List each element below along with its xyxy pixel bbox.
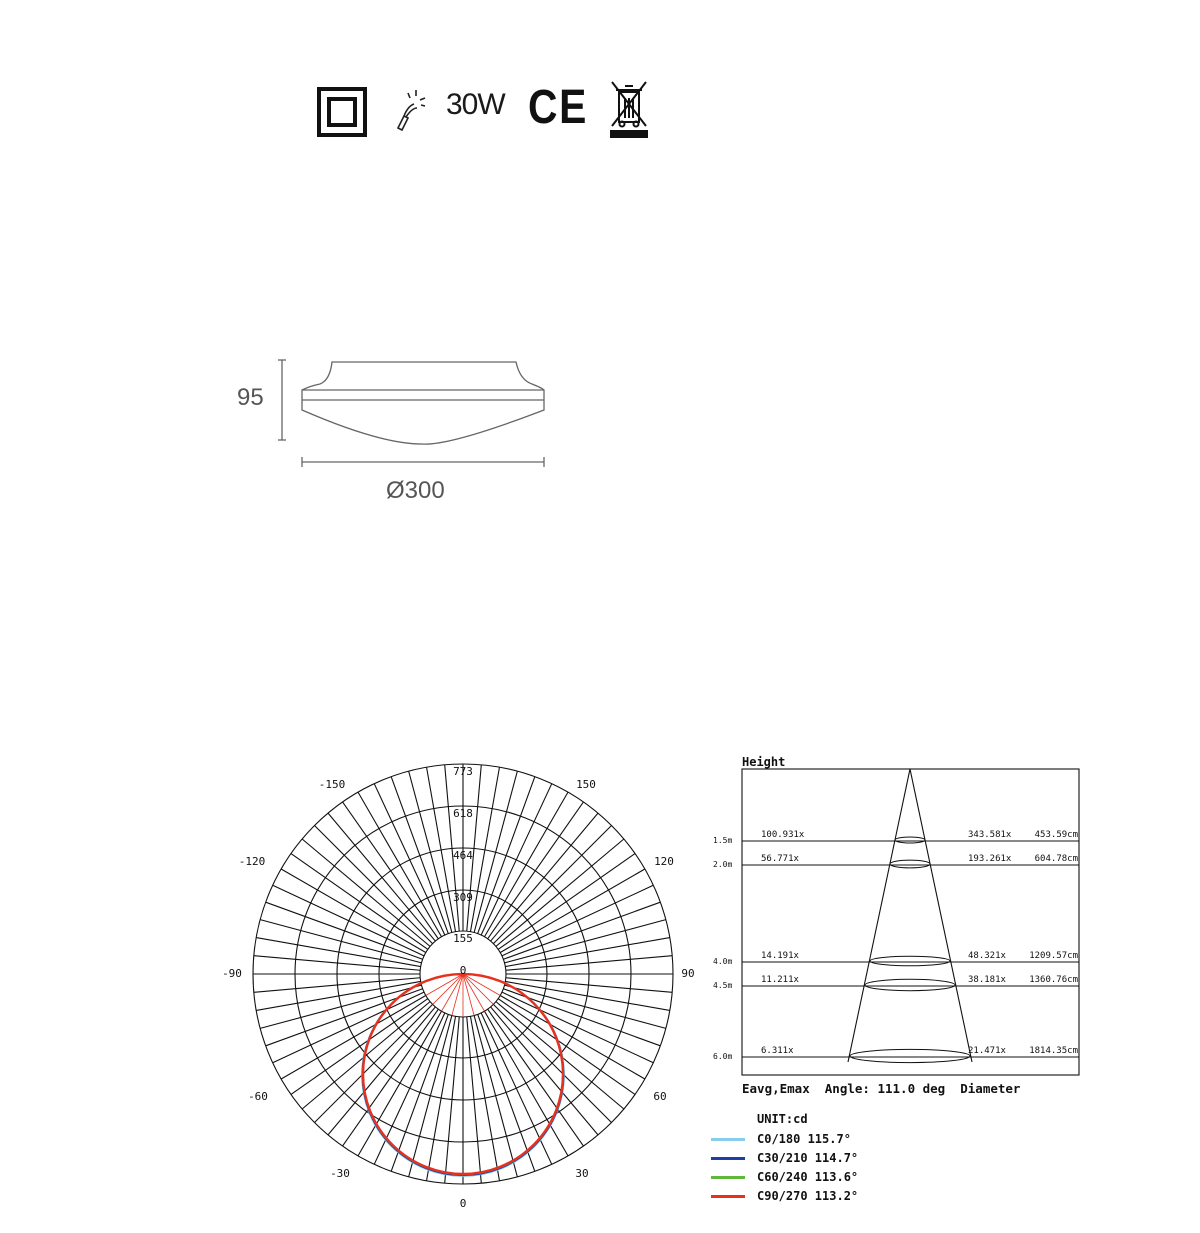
polar-spoke [256,981,420,1010]
polar-spoke [273,885,424,956]
eavg-value: 11.211x [761,975,799,985]
polar-spoke [502,885,653,956]
beam-ellipse [865,979,955,990]
curve-center-ray [463,974,474,1016]
polar-spoke [474,1016,517,1177]
polar-spoke [409,1016,452,1177]
cone-rows [713,830,1079,1063]
legend-item [711,1170,961,1184]
polar-spoke [427,767,456,931]
legend-label: C0/180 115.7° [757,1132,851,1146]
angle-label-lower-left: -60 [248,1090,268,1103]
emax-value: 48.321x [968,951,1006,961]
height-label: 1.5m [713,836,733,845]
cone-frame [742,769,1079,1075]
polar-labels [222,765,695,1210]
angle-label-upper-left: -120 [238,855,266,868]
polar-spoke [505,981,669,1010]
eavg-value: 56.771x [761,854,799,864]
diameter-value: 453.59cm [1034,830,1078,840]
legend-swatch [711,1138,745,1141]
lamp-icon [390,88,426,132]
legend-label: C60/240 113.6° [757,1170,859,1184]
height-label: 4.0m [713,957,733,966]
polar-spoke [505,985,666,1028]
angle-label-lower-right: 60 [653,1090,667,1103]
polar-spoke [481,784,552,935]
angle-label-bottom: 0 [459,1197,467,1210]
legend-unit: UNIT:cd [757,1112,808,1126]
polar-spoke [256,938,420,967]
beam-ellipse [890,860,930,868]
angle-label-bottom-left: -30 [330,1167,350,1180]
polar-spoke [374,1013,445,1164]
fixture-side-drawing [270,350,560,480]
legend-swatch [711,1195,745,1198]
legend-swatch [711,1157,745,1160]
diameter-value: 1209.57cm [1029,951,1078,961]
polar-spoke [474,771,517,932]
ring-label: 773 [453,765,473,778]
polar-spoke [260,985,421,1028]
crossed-bin-icon [608,78,650,140]
polar-spoke [374,784,445,935]
height-label: 2.0m [713,860,733,869]
polar-spoke [505,920,666,963]
ring-label: 618 [453,807,473,820]
angle-label-top-right: 150 [576,778,596,791]
height-label: 6.0m [713,1052,733,1061]
beam-ellipse [895,837,925,843]
polar-spoke [502,992,653,1063]
cone-footer: Eavg,Emax Angle: 111.0 deg Diameter [742,1081,1021,1096]
eavg-value: 100.931x [761,830,805,840]
emax-value: 38.181x [968,975,1006,985]
diameter-value: 1360.76cm [1029,975,1078,985]
legend-swatch [711,1176,745,1179]
fixture-outline [302,362,544,444]
polar-spoke [505,938,669,967]
ring-label: 155 [453,932,473,945]
power-rating: 30W [446,88,505,121]
emax-value: 21.471x [968,1046,1006,1056]
height-dimension-label: 95 [237,384,264,411]
legend-item [711,1189,961,1203]
polar-spoke [470,767,499,931]
angle-label-upper-right: 120 [654,855,674,868]
beam-ellipse [850,1049,970,1062]
emax-value: 343.581x [968,830,1012,840]
cone-edge-right [910,769,972,1062]
eavg-value: 6.311x [761,1046,794,1056]
height-label: 4.5m [713,981,733,990]
illuminance-cone-chart [700,752,1095,1102]
ce-mark: CE [528,81,589,134]
emax-value: 193.261x [968,854,1012,864]
polar-spoke [470,1016,499,1180]
polar-spoke [427,1016,456,1180]
curve-legend [705,1112,965,1212]
diameter-value: 1814.35cm [1029,1046,1078,1056]
polar-spoke [481,1013,552,1164]
diameter-value: 604.78cm [1034,854,1078,864]
ring-label: 309 [453,891,473,904]
cone-shape [848,769,972,1062]
angle-label-right: 90 [681,967,695,980]
angle-label-bottom-right: 30 [575,1167,589,1180]
polar-spoke [273,992,424,1063]
legend-label: C30/210 114.7° [757,1151,859,1165]
class-ii-double-square-icon [316,86,368,138]
angle-label-left: -90 [222,967,242,980]
ring-label: 464 [453,849,473,862]
diameter-dimension-label: Ø300 [386,477,445,504]
eavg-value: 14.191x [761,951,799,961]
legend-item [711,1132,961,1146]
curve-center-ray [452,974,463,1016]
polar-intensity-diagram [210,755,720,1215]
beam-ellipse [870,956,950,966]
cone-title: Height [742,755,786,769]
legend-label: C90/270 113.2° [757,1189,859,1203]
cone-edge-left [848,769,910,1062]
ring-label: 0 [459,964,467,977]
polar-spoke [260,920,421,963]
legend-item [711,1151,961,1165]
polar-spoke [409,771,452,932]
angle-label-top-left: -150 [318,778,346,791]
